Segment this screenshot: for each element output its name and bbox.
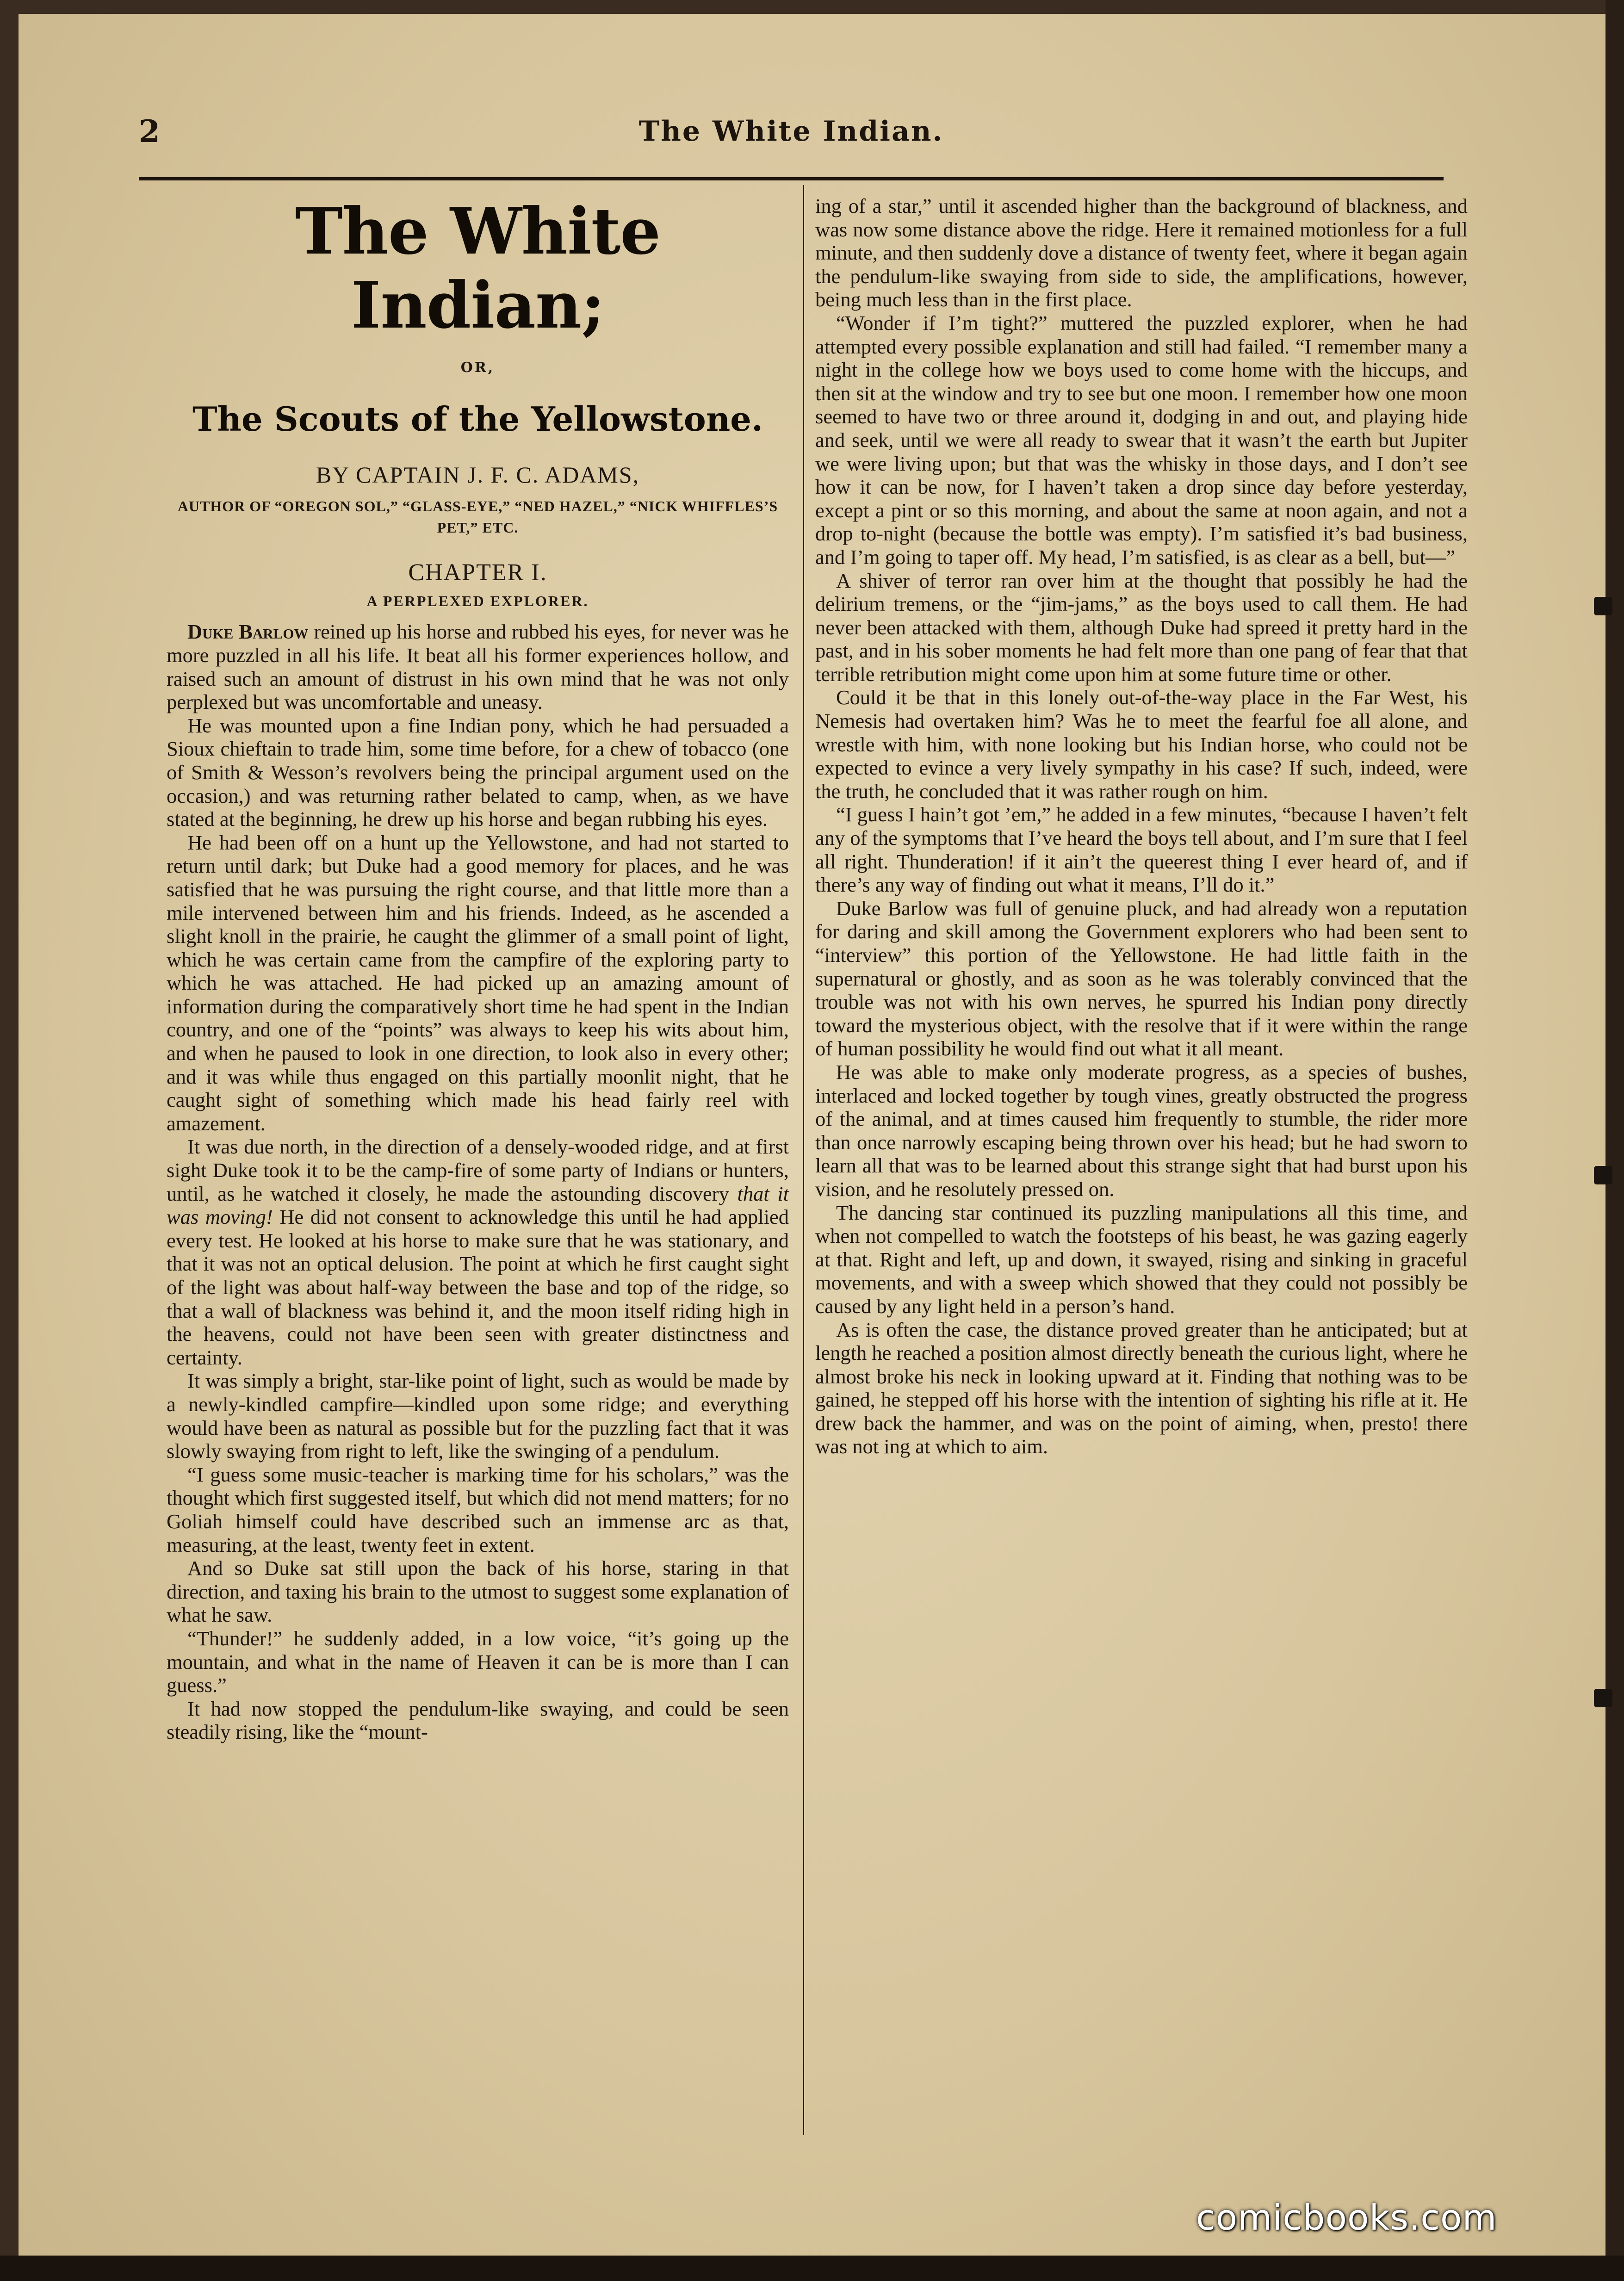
italic-emphasis: that it was moving! xyxy=(167,1182,789,1229)
binding-staple xyxy=(1594,597,1612,615)
paragraph: “I guess I hain’t got ’em,” he added in a few minutes, “because I haven’t felt any of the symptoms that I’ve heard the boys tell about, and I’m sure that I feel all right. Thunderation! if it ain’t the queerest thing I ever heard of, and if there’s any way of finding out what it means, I’ll do it.” xyxy=(815,803,1468,897)
chapter-title: A PERPLEXED EXPLORER. xyxy=(366,592,589,609)
paragraph: Could it be that in this lonely out-of-the-way place in the Far West, his Nemesis had overtaken him? Was he to meet the fearful foe all alone, and wrestle with him, with none looking but his Indian horse, who could not be expected to evince a very lively sympathy in his case? If such, indeed, were the truth, he concluded that it was rather rough on him. xyxy=(815,686,1468,803)
paragraph: A shiver of terror ran over him at the thought that possibly he had the delirium tremens, or the “jim-jams,” as the boys used to call them. He had never been attacked with them, although Duke had spreed it pretty hard in the past, and in his sober moments he had felt more than one pang of fear that that terrible retribution might come upon him at some future time or other. xyxy=(815,569,1468,686)
column-rule xyxy=(803,185,804,2135)
story-title: The White Indian; xyxy=(295,193,661,343)
paragraph: He had been off on a hunt up the Yellowstone, and had not started to return until dark; but Duke had a good memory for places, and he was satisfied that he was pursuing the right course, and that little more than a mile intervened between him and his friends. Indeed, as he ascended a slight knoll in the prairie, he caught the glimmer of a small point of light, which he was certain came from the campfire of the exploring party to which he was attached. He had picked up an amazing amount of information during the comparatively short time he had spent in the Indian country, and one of the “points” was always to keep his wits about him, and when he paused to look in one direction, to look also in every other; and it was while thus engaged on this partially moonlit night, that he caught sight of something which made his head fairly reel with amazement. xyxy=(167,831,789,1135)
character-name: Duke Barlow xyxy=(187,620,309,644)
paragraph: “Wonder if I’m tight?” muttered the puzzled explorer, when he had attempted every possible explanation and still had failed. “I remember many a night in the college how we boys used to come home with the hiccups, and then sit at the window and try to see but one moon. I remember how one moon seemed to have two or three around it, dodging in and out, and playing hide and seek, until we were all ready to swear that it wasn’t the earth but Jupiter we were living upon; but that was the whisky in those days, and I don’t see how it can be now, for I haven’t taken a drop since day before yesterday, except a pint or so this morning, and about the same at noon again, and not a drop to-night (because the bottle was empty). I’m satisfied it’s bad business, and I’m going to taper off. My head, I’m satisfied, is as clear as a bell, but—” xyxy=(815,311,1468,569)
page-edge-left xyxy=(0,0,19,2281)
paragraph: He was mounted upon a fine Indian pony, which he had persuaded a Sioux chieftain to trade him, some time before, for a chew of tobacco (one of Smith & Wesson’s revolvers being the principal argument used on the occasion,) and was returning rather belated to camp, when, as we have stated at the beginning, he drew up his horse and began rubbing his eyes. xyxy=(167,713,789,831)
paragraph: It was due north, in the direction of a densely-wooded ridge, and at first sight Duke took it to be the camp-fire of some party of Indians or hunters, until, as he watched it closely, he made the astounding discovery that it was moving! He did not consent to acknowledge this until he had applied every test. He looked at his horse to make sure that he was stationary, and that it was not an optical delusion. The point at which he first caught sight of the light was about half-way between the base and top of the ridge, so that a wall of blackness was behind it, and the moon itself riding high in the heavens, could not have been seen with greater distinctness and certainty. xyxy=(167,1135,789,1369)
story-subtitle: The Scouts of the Yellowstone. xyxy=(192,399,763,439)
header-rule xyxy=(139,177,1444,180)
byline: BY CAPTAIN J. F. C. ADAMS, xyxy=(316,461,640,488)
page-edge-bottom xyxy=(0,2256,1624,2281)
left-column xyxy=(167,194,789,1744)
paragraph: Duke Barlow was full of genuine pluck, and had already won a reputation for daring and skill among the Government explorers who had been sent to “interview” this portion of the Yellowstone. He had little faith in the supernatural or ghostly, and as soon as he was tolerably convinced that the trouble was not with his own nerves, he spurred his Indian pony directly toward the mysterious object, with the resolve that if it were within the range of human possibility he would find out what it all meant. xyxy=(815,896,1468,1060)
running-head xyxy=(139,113,1444,150)
watermark: comicbooks.com xyxy=(1196,2197,1497,2238)
author-note: AUTHOR OF “OREGON SOL,” “GLASS-EYE,” “NED HAZEL,” “NICK WHIFFLES’S PET,” ETC. xyxy=(177,498,778,536)
paragraph: ing of a star,” until it ascended higher than the background of blackness, and was now some distance above the ridge. Here it remained motionless for a full minute, and then suddenly dove a distance of twenty feet, where it began again the pendulum-like swaying from side to side, the amplifications, however, being much less than in the first place. xyxy=(815,194,1468,311)
right-column xyxy=(815,194,1468,1458)
page-number: 2 xyxy=(139,113,160,149)
page-edge-right xyxy=(1605,0,1624,2281)
paragraph: It was simply a bright, star-like point of light, such as would be made by a newly-kindled campfire—kindled upon some ridge; and everything would have been as natural as possible but for the puzzling fact that it was slowly swaying from right to left, like the swinging of a pendulum. xyxy=(167,1369,789,1463)
binding-staple xyxy=(1594,1166,1612,1184)
paragraph: “I guess some music-teacher is marking time for his scholars,” was the thought which first suggested itself, but which did not mend matters; for no Goliah himself could have described such an immense arc as that, measuring, at the least, twenty feet in extent. xyxy=(167,1463,789,1556)
paragraph: He was able to make only moderate progress, as a species of bushes, interlaced and locked together by tough vines, greatly obstructed the progress of the animal, and at times caused him frequently to stumble, the rider more than once narrowly escaping being thrown over his head; but he had sworn to learn all that was to be learned about this strange sight that had burst upon his vision, and he resolutely pressed on. xyxy=(815,1060,1468,1201)
page-edge-top xyxy=(0,0,1624,14)
paragraph: Duke Barlow reined up his horse and rubbed his eyes, for never was he more puzzled in all his life. It beat all his former experiences hollow, and raised such an amount of distrust in his own mind that he was not only perplexed but was uncomfortable and uneasy. xyxy=(167,620,789,714)
chapter-heading: CHAPTER I. xyxy=(408,559,547,586)
paragraph: The dancing star continued its puzzling manipulations all this time, and when not compelled to watch the footsteps of his beast, he was gazing eagerly at that. Right and left, up and down, it swayed, rising and sinking in graceful movements, and with a sweep which showed that they could not possibly be caused by any light held in a person’s hand. xyxy=(815,1201,1468,1318)
paragraph: And so Duke sat still upon the back of his horse, staring in that direction, and taxing his brain to the utmost to suggest some explanation of what he saw. xyxy=(167,1556,789,1627)
binding-staple xyxy=(1594,1689,1612,1707)
paragraph: It had now stopped the pendulum-like swaying, and could be seen steadily rising, like the “mount- xyxy=(167,1697,789,1744)
paragraph: As is often the case, the distance proved greater than he anticipated; but at length he reached a position almost directly beneath the curious light, where he almost broke his neck in looking upward at it. Finding that nothing was to be gained, he stepped off his horse with the intention of sighting his rifle at it. He drew back the hammer, and was on the point of aiming, when, presto! there was not ing at which to aim. xyxy=(815,1318,1468,1458)
running-title: The White Indian. xyxy=(638,115,944,148)
title-or: OR, xyxy=(460,360,495,376)
paragraph: “Thunder!” he suddenly added, in a low voice, “it’s going up the mountain, and what in the name of Heaven it can be is more than I can guess.” xyxy=(167,1626,789,1697)
